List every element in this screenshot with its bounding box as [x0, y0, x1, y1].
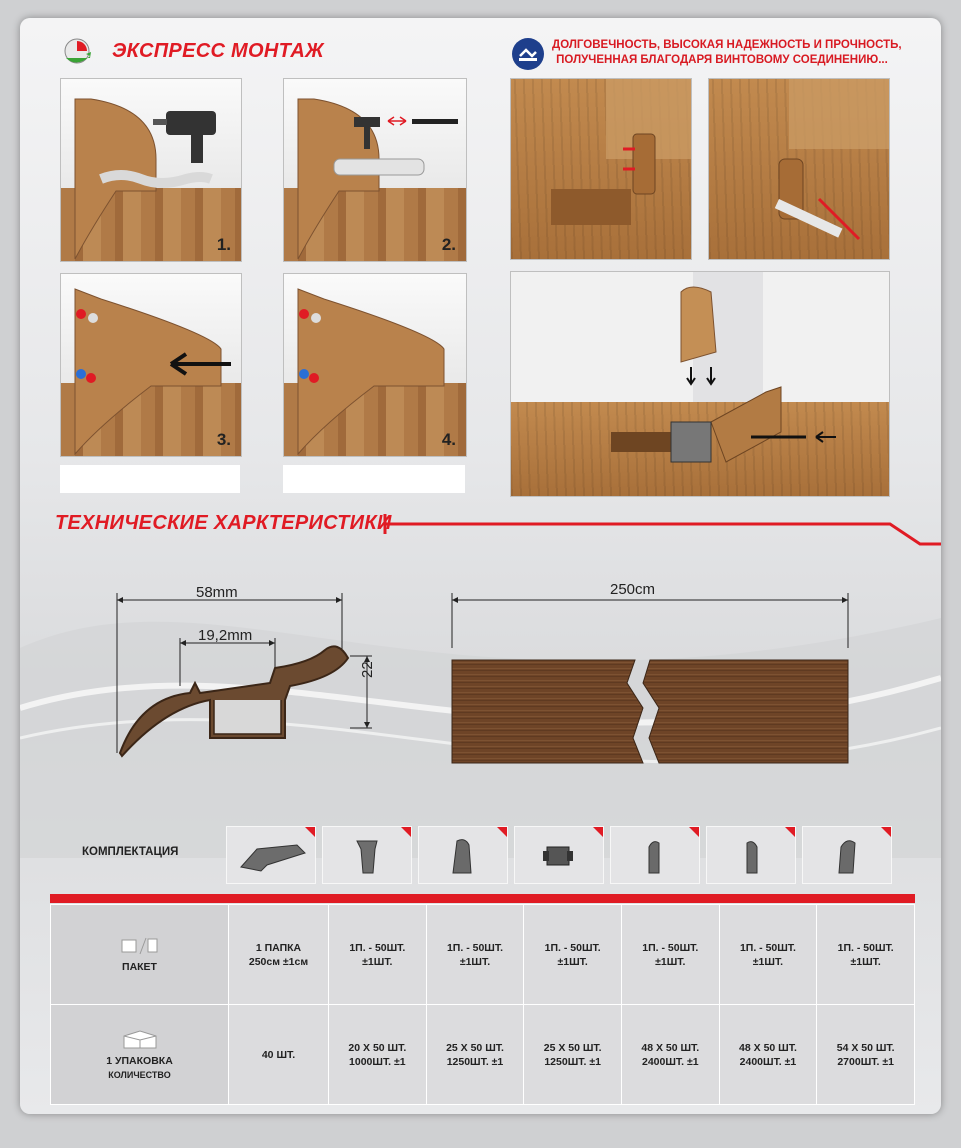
- step-number-3: 3.: [216, 430, 231, 449]
- box-label-2: КОЛИЧЕСТВО: [108, 1069, 171, 1080]
- cap-right-icon: [707, 827, 795, 883]
- box-cell: [524, 1005, 622, 1105]
- step-number-4: 4.: [441, 430, 456, 449]
- box-label-cell: [51, 1005, 229, 1105]
- packaging-table: [50, 904, 915, 1105]
- packet-cell: [426, 905, 524, 1005]
- kit-outer-corner: [802, 826, 892, 884]
- box-cell-l1: 48 X 50 ШТ.: [641, 1041, 700, 1054]
- packet-cell-l2: ±1ШТ.: [362, 955, 393, 968]
- durability-line-2: ПОЛУЧЕННАЯ БЛАГОДАРЯ ВИНТОВОМУ СОЕДИНЕНИЮ...: [556, 54, 888, 66]
- box-cell-l2: 1000ШТ. ±1: [349, 1055, 406, 1068]
- packet-row: [51, 905, 915, 1005]
- length-label: 250cm: [610, 581, 656, 598]
- profile-drawing: [110, 588, 390, 768]
- box-cell: [621, 1005, 719, 1105]
- corner-assembly-photo: [510, 271, 890, 497]
- kit-connector: [514, 826, 604, 884]
- packet-cell-l1: 1 ПАПКА: [255, 941, 302, 954]
- packet-cell: [329, 905, 427, 1005]
- step-photo-1: [60, 78, 242, 262]
- packet-icon: [118, 936, 162, 956]
- box-cell: [329, 1005, 427, 1105]
- tech-title-line: [380, 514, 941, 550]
- packet-cell-l1: 1П. - 50ШТ.: [349, 941, 406, 954]
- packet-label-cell: [51, 905, 229, 1005]
- durability-line-1: ДОЛГОВЕЧНОСТЬ, ВЫСОКАЯ НАДЕЖНОСТЬ И ПРОЧНОСТЬ,: [552, 39, 902, 51]
- packet-cell: [621, 905, 719, 1005]
- box-cell-l1: 25 X 50 ШТ.: [543, 1041, 602, 1054]
- box-label-1: 1 УПАКОВКА: [106, 1054, 173, 1067]
- packet-cell-l2: ±1ШТ.: [752, 955, 784, 968]
- box-cell-l2: 1250ШТ. ±1: [544, 1055, 601, 1068]
- product-sheet: [20, 18, 941, 1114]
- inner-corner-icon: [419, 827, 507, 883]
- step-photo-3: [60, 273, 242, 457]
- kit-cap-right: [706, 826, 796, 884]
- kit-label: КОМПЛЕКТАЦИЯ: [82, 846, 179, 858]
- express-title: ЭКСПРЕСС МОНТАЖ: [112, 40, 324, 62]
- box-cell-l2: 2700ШТ. ±1: [837, 1055, 894, 1068]
- box-cell-l2: 2400ШТ. ±1: [642, 1055, 699, 1068]
- box-cell-l2: 2400ШТ. ±1: [739, 1055, 797, 1068]
- profile-icon: [227, 827, 315, 883]
- packet-cell-l2: ±1ШТ.: [850, 955, 881, 968]
- height-label: 22: [359, 661, 376, 678]
- tech-title: ТЕХНИЧЕСКИЕ ХАРКТЕРИСТИКИ: [55, 512, 392, 534]
- packet-cell-l1: 1П. - 50ШТ.: [739, 941, 796, 954]
- box-cell-l1: 40 ШТ.: [261, 1048, 296, 1061]
- box-cell: [817, 1005, 915, 1105]
- packet-cell-l2: 250см ±1см: [248, 955, 309, 968]
- box-cell: [719, 1005, 817, 1105]
- box-cell-l1: 54 X 50 ШТ.: [836, 1041, 895, 1054]
- kit-profile: [226, 826, 316, 884]
- packet-cell-l2: ±1ШТ.: [459, 955, 491, 968]
- box-cell: [426, 1005, 524, 1105]
- length-drawing: [445, 588, 865, 768]
- box-icon: [118, 1028, 162, 1050]
- packet-cell: [817, 905, 915, 1005]
- blank-label-3: [60, 465, 240, 493]
- durability-icon: [512, 38, 544, 70]
- packet-cell-l2: ±1ШТ.: [557, 955, 588, 968]
- outer-corner-icon: [803, 827, 891, 883]
- packet-cell-l1: 1П. - 50ШТ.: [642, 941, 699, 954]
- kit-end-cap: [322, 826, 412, 884]
- profile-width-label: 58mm: [196, 584, 238, 601]
- express-icon: [62, 36, 92, 66]
- packet-cell-l1: 1П. - 50ШТ.: [544, 941, 601, 954]
- packet-cell: [229, 905, 329, 1005]
- step-number-1: 1.: [216, 235, 231, 254]
- screw-photo-2: [708, 78, 890, 260]
- box-row: [51, 1005, 915, 1105]
- packet-label: ПАКЕТ: [122, 960, 157, 973]
- kit-inner-corner: [418, 826, 508, 884]
- packet-cell: [524, 905, 622, 1005]
- kit-cap-left: [610, 826, 700, 884]
- step-photo-2: [283, 78, 467, 262]
- box-cell-l1: 25 X 50 ШТ.: [446, 1041, 504, 1054]
- screw-photo-1: [510, 78, 692, 260]
- box-cell: [229, 1005, 329, 1105]
- packet-cell: [719, 905, 817, 1005]
- channel-width-label: 19,2mm: [198, 627, 253, 644]
- table-top-bar: [50, 894, 915, 903]
- box-cell-l2: 1250ШТ. ±1: [446, 1055, 504, 1068]
- packet-cell-l2: ±1ШТ.: [655, 955, 686, 968]
- blank-label-4: [283, 465, 465, 493]
- step-photo-4: [283, 273, 467, 457]
- end-cap-icon: [323, 827, 411, 883]
- packet-cell-l1: 1П. - 50ШТ.: [446, 941, 503, 954]
- packet-cell-l1: 1П. - 50ШТ.: [837, 941, 894, 954]
- box-cell-l1: 48 X 50 ШТ.: [739, 1041, 797, 1054]
- box-cell-l1: 20 X 50 ШТ.: [348, 1041, 407, 1054]
- step-number-2: 2.: [441, 235, 456, 254]
- connector-icon: [515, 827, 603, 883]
- cap-left-icon: [611, 827, 699, 883]
